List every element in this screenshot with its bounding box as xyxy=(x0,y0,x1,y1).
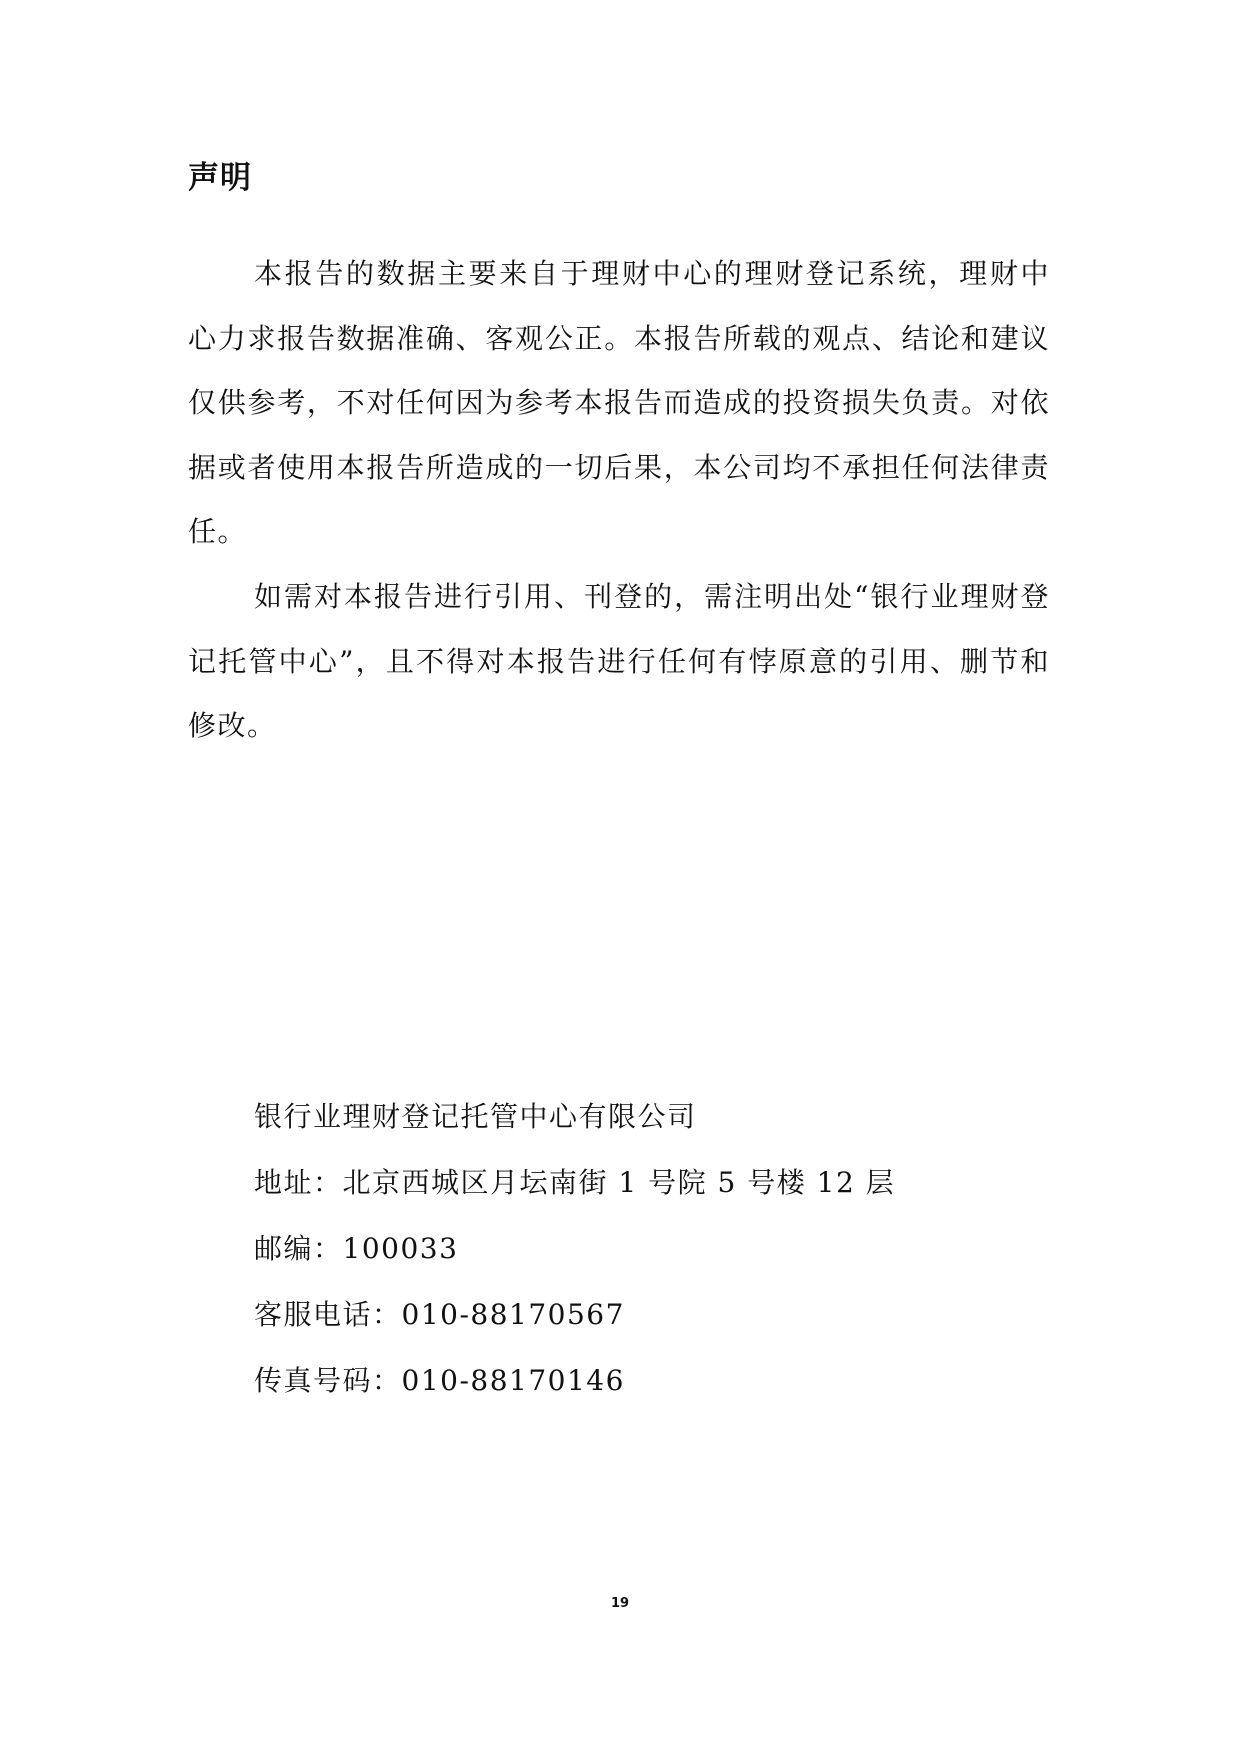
contact-block xyxy=(254,1084,1054,1414)
service-phone-line: 客服电话：010-88170567 xyxy=(254,1298,625,1331)
company-name: 银行业理财登记托管中心有限公司 xyxy=(254,1100,697,1133)
postcode-line: 邮编：100033 xyxy=(254,1232,459,1265)
fax-line: 传真号码：010-88170146 xyxy=(254,1364,625,1397)
disclaimer-paragraph-1: 本报告的数据主要来自于理财中心的理财登记系统，理财中心力求报告数据准确、客观公正。本报告所载的观点、结论和建议仅供参考，不对任何因为参考本报告而造成的投资损失负责。对依据或者使用本报告所造成的一切后果，本公司均不承担任何法律责任。 xyxy=(188,257,1050,548)
page-number: 19 xyxy=(610,1596,630,1611)
page-title: 声明 xyxy=(188,160,252,196)
address-line: 地址：北京西城区月坛南街 1 号院 5 号楼 12 层 xyxy=(254,1166,896,1199)
disclaimer-paragraph-2: 如需对本报告进行引用、刊登的，需注明出处“银行业理财登记托管中心”，且不得对本报告进行任何有悖原意的引用、删节和修改。 xyxy=(188,580,1050,742)
